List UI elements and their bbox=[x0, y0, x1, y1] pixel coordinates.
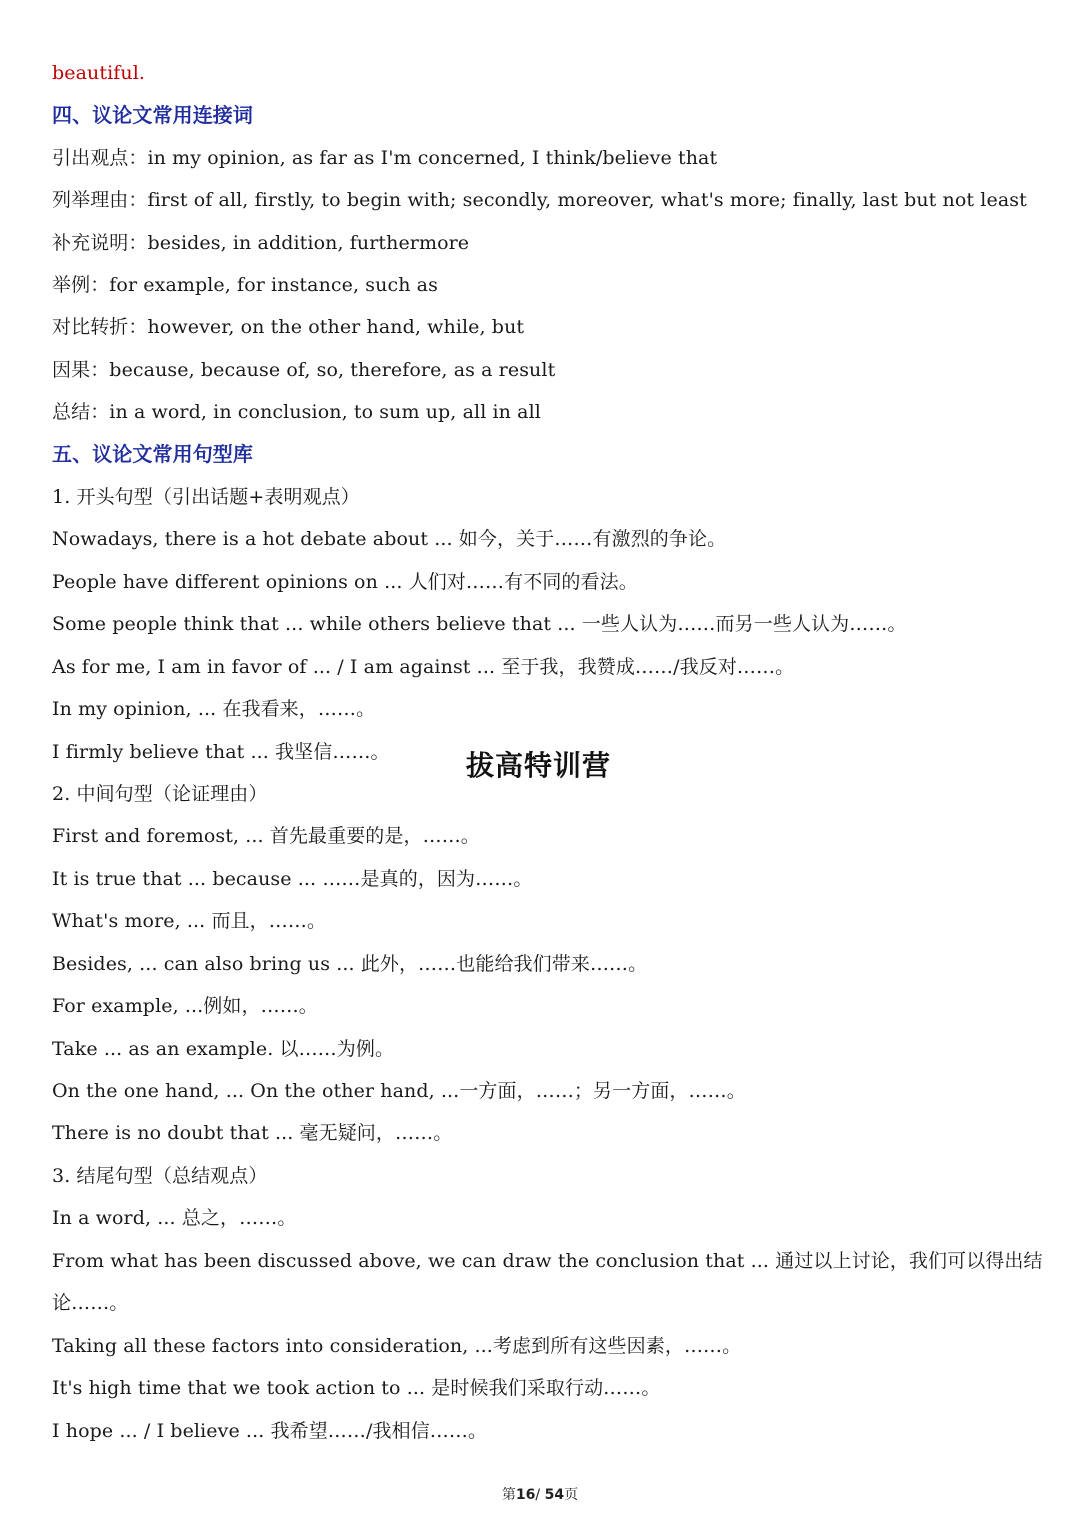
text-line: Taking all these factors into consideration, ...考虑到所有这些因素，……。 bbox=[52, 1335, 742, 1357]
page-number bbox=[0, 1484, 1080, 1504]
page-prefix: 第 bbox=[501, 1487, 516, 1503]
text-line: 举例：for example, for instance, such as bbox=[52, 274, 438, 296]
section-heading: 五、议论文常用句型库 bbox=[52, 442, 253, 466]
text-line: Besides, ... can also bring us ... 此外，……也能给我们带来……。 bbox=[52, 953, 648, 975]
total-pages: 54 bbox=[544, 1487, 565, 1503]
text-line: There is no doubt that ... 毫无疑问，……。 bbox=[52, 1122, 453, 1144]
text-line: 引出观点：in my opinion, as far as I'm concerned, I think/believe that bbox=[52, 147, 718, 169]
text-line: From what has been discussed above, we can draw the conclusion that ... 通过以上讨论，我们可以得出结 bbox=[52, 1250, 1043, 1272]
current-page: 16 bbox=[515, 1487, 536, 1503]
page-suffix: 页 bbox=[564, 1487, 579, 1503]
text-line: 论……。 bbox=[52, 1292, 129, 1314]
text-line: It is true that ... because ... ……是真的，因为……。 bbox=[52, 868, 533, 890]
text-line: For example, ...例如，……。 bbox=[52, 995, 318, 1017]
text-line: What's more, ... 而且，……。 bbox=[52, 910, 327, 932]
subsection-heading: 1. 开头句型（引出话题+表明观点） bbox=[52, 486, 360, 508]
text-line: As for me, I am in favor of ... / I am against ... 至于我，我赞成……/我反对……。 bbox=[52, 656, 795, 678]
subsection-heading: 3. 结尾句型（总结观点） bbox=[52, 1165, 268, 1187]
section-heading: 四、议论文常用连接词 bbox=[52, 103, 253, 127]
text-line: First and foremost, ... 首先最重要的是，……。 bbox=[52, 825, 480, 847]
text-line: People have different opinions on ... 人们对……有不同的看法。 bbox=[52, 571, 638, 593]
text-line: 补充说明：besides, in addition, furthermore bbox=[52, 232, 470, 254]
text-line: In my opinion, ... 在我看来，……。 bbox=[52, 698, 376, 720]
text-line: Take ... as an example. 以……为例。 bbox=[52, 1038, 395, 1060]
text-line: It's high time that we took action to ... 是时候我们采取行动……。 bbox=[52, 1377, 661, 1399]
page-separator: / bbox=[535, 1487, 545, 1503]
text-line: I hope ... / I believe ... 我希望……/我相信……。 bbox=[52, 1420, 488, 1442]
text-line: In a word, ... 总之，……。 bbox=[52, 1207, 297, 1229]
text-line: On the one hand, ... On the other hand, ...一方面，……；另一方面，……。 bbox=[52, 1080, 746, 1102]
text-line: Some people think that ... while others believe that ... 一些人认为……而另一些人认为……。 bbox=[52, 613, 907, 635]
text-line: 因果：because, because of, so, therefore, as a result bbox=[52, 359, 556, 381]
text-line: Nowadays, there is a hot debate about ... 如今，关于……有激烈的争论。 bbox=[52, 528, 727, 550]
text-line: 列举理由：first of all, firstly, to begin with; secondly, moreover, what's more; finally, last but not least bbox=[52, 189, 1027, 211]
watermark: 拔高特训营 bbox=[466, 749, 612, 782]
subsection-heading: 2. 中间句型（论证理由） bbox=[52, 783, 268, 805]
text-line: 总结：in a word, in conclusion, to sum up, all in all bbox=[52, 401, 541, 423]
text-line: I firmly believe that ... 我坚信……。 bbox=[52, 741, 390, 763]
text-line: beautiful. bbox=[52, 62, 146, 84]
text-line: 对比转折：however, on the other hand, while, but bbox=[52, 316, 525, 338]
